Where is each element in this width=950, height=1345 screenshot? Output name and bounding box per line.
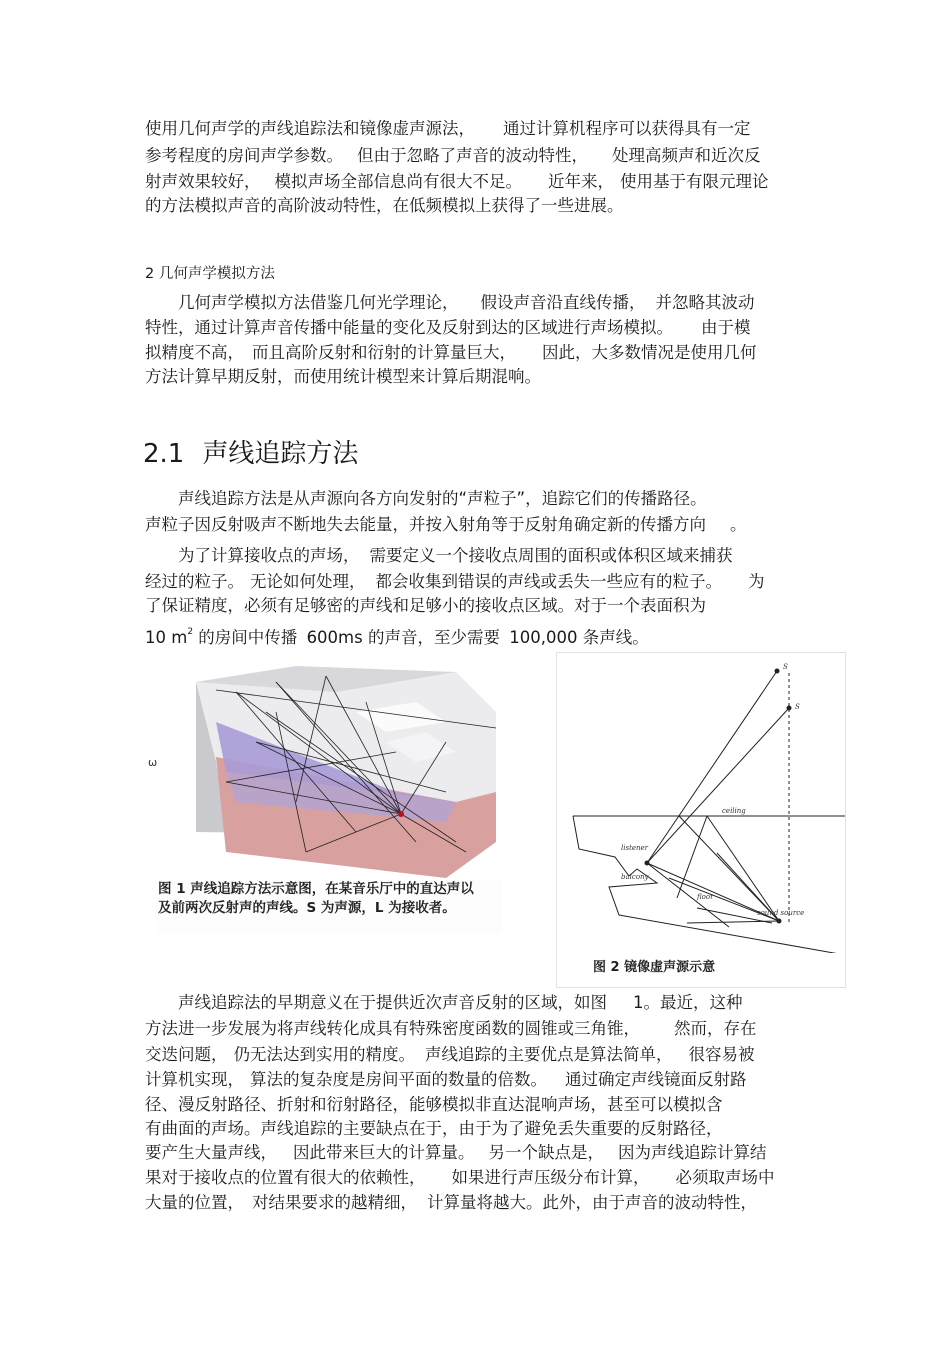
section-number: 2.1: [143, 439, 185, 469]
text-line: 了保证精度，必须有足够密的声线和足够小的接收点区域。对于一个表面积为: [145, 596, 706, 615]
text-line: 经过的粒子。 无论如何处理， 都会收集到错误的声线或丢失一些应有的粒子。 为: [145, 572, 765, 591]
label-sound-source: sound source: [757, 909, 805, 917]
text-line: 计算机实现， 算法的复杂度是房间平面的数量的倍数。 通过确定声线镜面反射路: [145, 1070, 747, 1089]
section-heading-2: 2 几何声学模拟方法: [145, 266, 275, 282]
text-line: 声粒子因反射吸声不断地失去能量，并按入射角等于反射角确定新的传播方向 。: [145, 515, 747, 534]
label-balcony: balcony: [621, 873, 649, 881]
text-line: 参考程度的房间声学参数。 但由于忽略了声音的波动特性， 处理高频声和近次反: [145, 146, 761, 165]
section-heading-2-1: [143, 438, 358, 470]
text-line: 特性，通过计算声音传播中能量的变化及反射到达的区域进行声场模拟。 由于模: [145, 318, 751, 337]
text-line: 拟精度不高， 而且高阶反射和衍射的计算量巨大， 因此，大多数情况是使用几何: [145, 343, 757, 362]
area-line: 10 $m^2$ 的房间中传播 600ms 的声音，至少需要 100,000 条声线。: [145, 627, 649, 647]
margin-mark: ω: [148, 756, 158, 769]
image-source-diagram: [557, 653, 845, 953]
text-line: 几何声学模拟方法借鉴几何光学理论， 假设声音沿直线传播， 并忽略其波动: [145, 293, 755, 312]
label-ceiling: ceiling: [722, 807, 746, 815]
text-line: 方法计算早期反射，而使用统计模型来计算后期混响。: [145, 367, 541, 386]
text-line: 使用几何声学的声线追踪法和镜像虚声源法， 通过计算机程序可以获得具有一定: [145, 119, 751, 138]
figure-2-caption: 图 2 镜像虚声源示意: [593, 960, 716, 975]
text-line: 方法进一步发展为将声线转化成具有特殊密度函数的圆锥或三角锥， 然而，存在: [145, 1019, 757, 1038]
label-listener: listener: [621, 844, 649, 852]
label-floor: floor: [697, 893, 714, 901]
label-s-c: S: [795, 703, 800, 711]
text-line: 有曲面的声场。声线追踪的主要缺点在于，由于为了避免丢失重要的反射路径，: [145, 1119, 723, 1138]
ray-tracing-illustration: [156, 652, 502, 880]
label-s-top: S: [783, 663, 788, 671]
source-marker: [398, 811, 404, 817]
text-line: 要产生大量声线， 因此带来巨大的计算量。 另一个缺点是， 因为声线追踪计算结: [145, 1143, 767, 1162]
text-line: 交迭问题， 仍无法达到实用的精度。 声线追踪的主要优点是算法简单， 很容易被: [145, 1045, 755, 1064]
text-line: 为了计算接收点的声场， 需要定义一个接收点周围的面积或体积区域来捕获: [145, 546, 733, 565]
text-line: 的方法模拟声音的高阶波动特性，在低频模拟上获得了一些进展。: [145, 196, 624, 215]
section-title: 声线追踪方法: [202, 439, 359, 469]
text-line: 声线追踪方法是从声源向各方向发射的“声粒子”，追踪它们的传播路径。: [145, 489, 707, 508]
figure-1-caption: 图 1 声线追踪方法示意图，在某音乐厅中的直达声以 及前两次反射声的声线。S 为声源，L 为接收者。: [158, 881, 474, 916]
text-line: 大量的位置， 对结果要求的越精细， 计算量将越大。此外，由于声音的波动特性，: [145, 1193, 757, 1212]
text-line: 声线追踪法的早期意义在于提供近次声音反射的区域，如图 1。最近，这种: [145, 993, 743, 1012]
text-line: 果对于接收点的位置有很大的依赖性， 如果进行声压级分布计算， 必须取声场中: [145, 1168, 775, 1187]
figure-2: [556, 652, 846, 988]
figure-1: [148, 652, 502, 934]
text-line: 径、漫反射路径、折射和衍射路径，能够模拟非直达混响声场，甚至可以模拟含: [145, 1095, 723, 1114]
text-line: 射声效果较好， 模拟声场全部信息尚有很大不足。 近年来， 使用基于有限元理论: [145, 172, 769, 191]
